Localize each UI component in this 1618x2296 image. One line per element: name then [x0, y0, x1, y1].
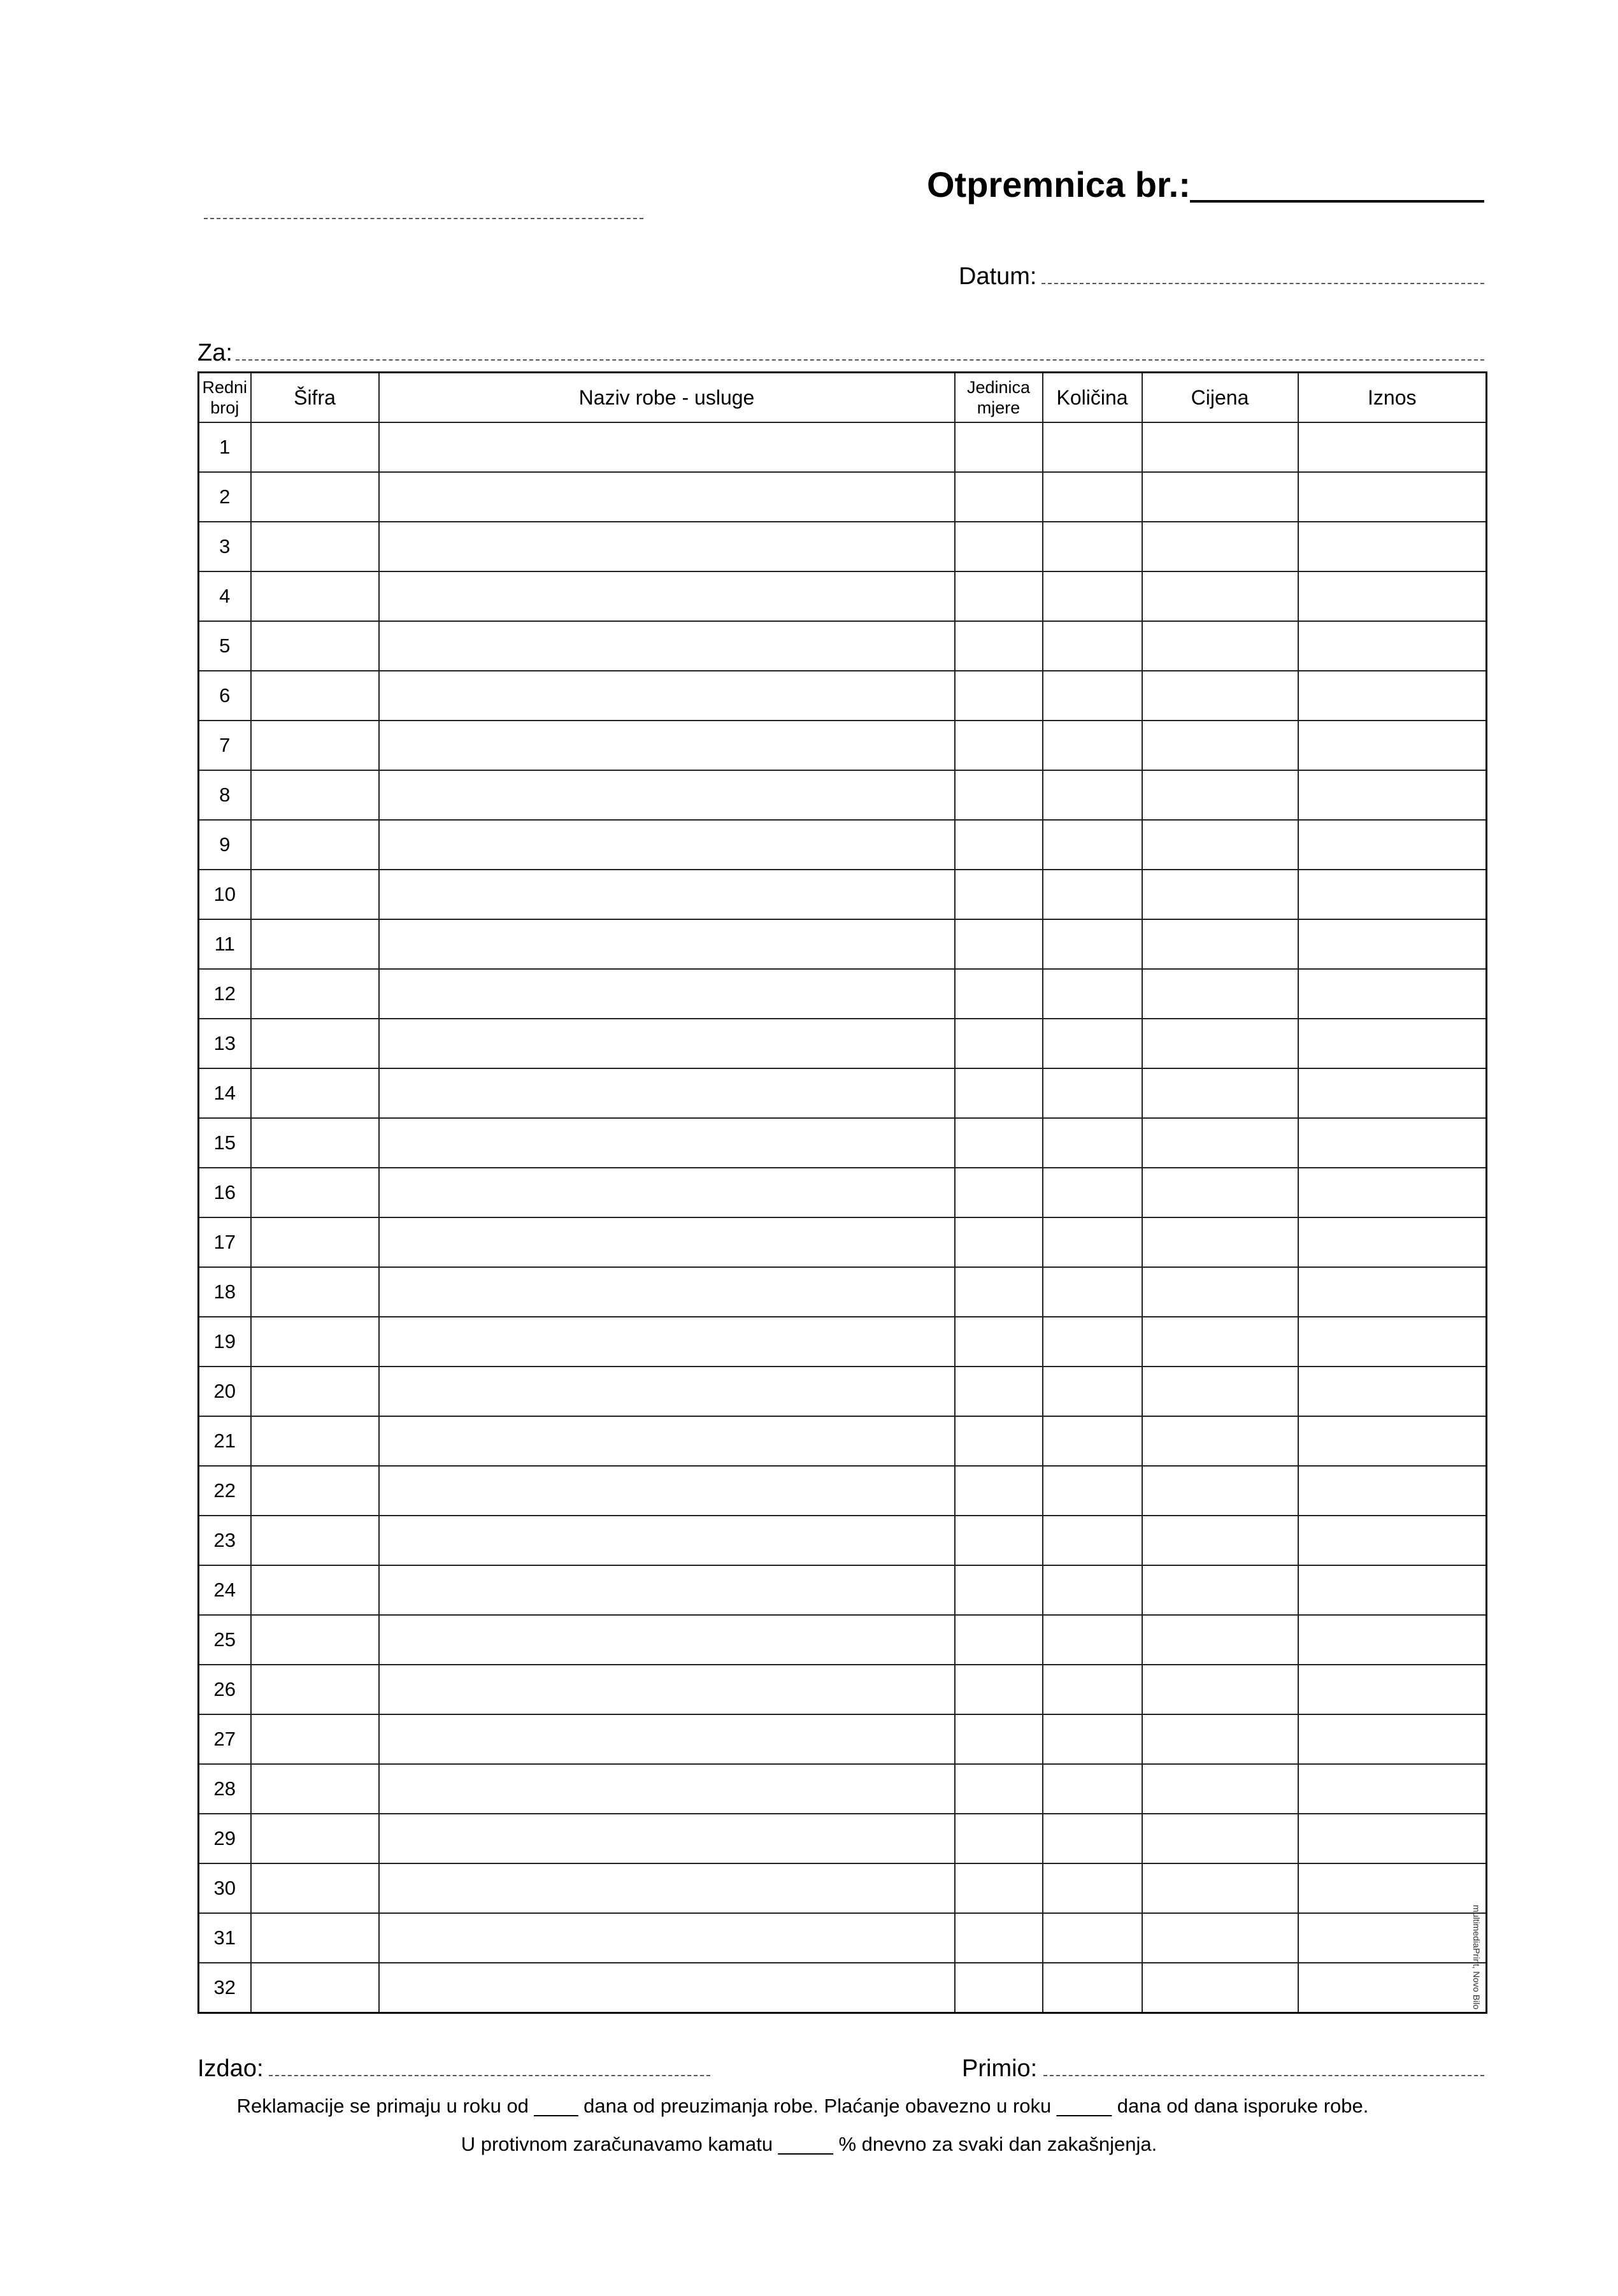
- table-row: [199, 1565, 1487, 1615]
- cell-jedinica-mjere[interactable]: [955, 1217, 1043, 1267]
- cell-jedinica-mjere[interactable]: [955, 1714, 1043, 1764]
- cell-iznos[interactable]: [1298, 1863, 1487, 1913]
- cell-naziv[interactable]: [379, 1714, 955, 1764]
- cell-kolicina[interactable]: [1043, 1615, 1142, 1665]
- received-label: Primio:: [962, 2055, 1038, 2082]
- cell-jedinica-mjere[interactable]: [955, 621, 1043, 671]
- cell-naziv[interactable]: [379, 1416, 955, 1466]
- cell-iznos[interactable]: [1298, 820, 1487, 870]
- cell-cijena[interactable]: [1142, 1118, 1298, 1168]
- cell-naziv[interactable]: [379, 1317, 955, 1367]
- table-row: [199, 522, 1487, 571]
- cell-iznos[interactable]: [1298, 1714, 1487, 1764]
- cell-naziv[interactable]: [379, 1267, 955, 1317]
- cell-sifra[interactable]: [251, 1913, 379, 1963]
- cell-jedinica-mjere[interactable]: [955, 919, 1043, 969]
- cell-cijena[interactable]: [1142, 472, 1298, 522]
- column-header-redni-line1: Redni: [202, 378, 248, 397]
- cell-jedinica-mjere[interactable]: [955, 422, 1043, 472]
- table-row: [199, 422, 1487, 472]
- cell-cijena[interactable]: [1142, 1019, 1298, 1068]
- cell-sifra[interactable]: [251, 1565, 379, 1615]
- cell-naziv[interactable]: [379, 1367, 955, 1416]
- cell-iznos[interactable]: [1298, 621, 1487, 671]
- table-header-row: [199, 373, 1487, 423]
- table-row: [199, 621, 1487, 671]
- cell-cijena[interactable]: [1142, 1714, 1298, 1764]
- row-number: 15: [199, 1118, 251, 1168]
- cell-naziv[interactable]: [379, 1963, 955, 2013]
- cell-iznos[interactable]: [1298, 1665, 1487, 1714]
- cell-cijena[interactable]: [1142, 820, 1298, 870]
- cell-kolicina[interactable]: [1043, 1565, 1142, 1615]
- cell-cijena[interactable]: [1142, 1068, 1298, 1118]
- row-number: 31: [199, 1913, 251, 1963]
- cell-sifra[interactable]: [251, 1118, 379, 1168]
- cell-jedinica-mjere[interactable]: [955, 1615, 1043, 1665]
- cell-iznos[interactable]: [1298, 1367, 1487, 1416]
- cell-cijena[interactable]: [1142, 1317, 1298, 1367]
- cell-cijena[interactable]: [1142, 1168, 1298, 1217]
- table-row: [199, 1019, 1487, 1068]
- cell-jedinica-mjere[interactable]: [955, 1367, 1043, 1416]
- cell-iznos[interactable]: [1298, 1615, 1487, 1665]
- cell-sifra[interactable]: [251, 1168, 379, 1217]
- cell-naziv[interactable]: [379, 1565, 955, 1615]
- cell-sifra[interactable]: [251, 721, 379, 770]
- cell-naziv[interactable]: [379, 522, 955, 571]
- cell-kolicina[interactable]: [1043, 522, 1142, 571]
- table-row: [199, 1118, 1487, 1168]
- cell-iznos[interactable]: [1298, 1267, 1487, 1317]
- cell-iznos[interactable]: [1298, 770, 1487, 820]
- cell-sifra[interactable]: [251, 969, 379, 1019]
- cell-sifra[interactable]: [251, 1963, 379, 2013]
- table-row: [199, 721, 1487, 770]
- cell-cijena[interactable]: [1142, 1217, 1298, 1267]
- cell-jedinica-mjere[interactable]: [955, 1665, 1043, 1714]
- column-header-sifra: Šifra: [251, 373, 379, 423]
- cell-naziv[interactable]: [379, 721, 955, 770]
- cell-naziv[interactable]: [379, 621, 955, 671]
- cell-jedinica-mjere[interactable]: [955, 820, 1043, 870]
- row-number: 3: [199, 522, 251, 571]
- cell-kolicina[interactable]: [1043, 1019, 1142, 1068]
- cell-iznos[interactable]: [1298, 1963, 1487, 2013]
- cell-jedinica-mjere[interactable]: [955, 770, 1043, 820]
- cell-naziv[interactable]: [379, 1466, 955, 1516]
- cell-naziv[interactable]: [379, 1863, 955, 1913]
- cell-sifra[interactable]: [251, 1615, 379, 1665]
- row-number: 30: [199, 1863, 251, 1913]
- document-title: Otpremnica br.:: [927, 164, 1191, 204]
- cell-kolicina[interactable]: [1043, 969, 1142, 1019]
- cell-kolicina[interactable]: [1043, 1367, 1142, 1416]
- cell-iznos[interactable]: [1298, 1416, 1487, 1466]
- table-row: [199, 1267, 1487, 1317]
- table-row: [199, 671, 1487, 721]
- table-row: [199, 1367, 1487, 1416]
- cell-naziv[interactable]: [379, 919, 955, 969]
- cell-jedinica-mjere[interactable]: [955, 969, 1043, 1019]
- row-number: 20: [199, 1367, 251, 1416]
- cell-sifra[interactable]: [251, 1714, 379, 1764]
- cell-sifra[interactable]: [251, 1466, 379, 1516]
- cell-iznos[interactable]: [1298, 1764, 1487, 1814]
- row-number: 8: [199, 770, 251, 820]
- cell-cijena[interactable]: [1142, 1367, 1298, 1416]
- cell-iznos[interactable]: [1298, 522, 1487, 571]
- row-number: 2: [199, 472, 251, 522]
- cell-iznos[interactable]: [1298, 571, 1487, 621]
- cell-iznos[interactable]: [1298, 1317, 1487, 1367]
- row-number: 24: [199, 1565, 251, 1615]
- cell-sifra[interactable]: [251, 522, 379, 571]
- table-row: [199, 919, 1487, 969]
- cell-jedinica-mjere[interactable]: [955, 1317, 1043, 1367]
- cell-sifra[interactable]: [251, 1267, 379, 1317]
- row-number: 11: [199, 919, 251, 969]
- table-row: [199, 1168, 1487, 1217]
- cell-kolicina[interactable]: [1043, 1714, 1142, 1764]
- table-row: [199, 820, 1487, 870]
- cell-kolicina[interactable]: [1043, 1068, 1142, 1118]
- table-row: [199, 1764, 1487, 1814]
- cell-cijena[interactable]: [1142, 1516, 1298, 1565]
- cell-cijena[interactable]: [1142, 1565, 1298, 1615]
- cell-naziv[interactable]: [379, 870, 955, 919]
- cell-jedinica-mjere[interactable]: [955, 1267, 1043, 1317]
- cell-naziv[interactable]: [379, 571, 955, 621]
- row-number: 7: [199, 721, 251, 770]
- cell-jedinica-mjere[interactable]: [955, 1814, 1043, 1863]
- cell-cijena[interactable]: [1142, 1416, 1298, 1466]
- cell-iznos[interactable]: [1298, 671, 1487, 721]
- cell-kolicina[interactable]: [1043, 1267, 1142, 1317]
- cell-jedinica-mjere[interactable]: [955, 1466, 1043, 1516]
- cell-kolicina[interactable]: [1043, 1963, 1142, 2013]
- row-number: 25: [199, 1615, 251, 1665]
- cell-jedinica-mjere[interactable]: [955, 522, 1043, 571]
- row-number: 10: [199, 870, 251, 919]
- table-row: [199, 1963, 1487, 2013]
- table-row: [199, 1317, 1487, 1367]
- row-number: 1: [199, 422, 251, 472]
- cell-kolicina[interactable]: [1043, 621, 1142, 671]
- sender-line[interactable]: [204, 218, 643, 219]
- table-row: [199, 770, 1487, 820]
- cell-cijena[interactable]: [1142, 969, 1298, 1019]
- table-row: [199, 1416, 1487, 1466]
- issued-signature-line[interactable]: [269, 2075, 710, 2076]
- row-number: 4: [199, 571, 251, 621]
- cell-sifra[interactable]: [251, 1019, 379, 1068]
- table-row: [199, 1217, 1487, 1267]
- row-number: 14: [199, 1068, 251, 1118]
- column-header-redni-broj: [199, 373, 251, 423]
- cell-jedinica-mjere[interactable]: [955, 472, 1043, 522]
- cell-iznos[interactable]: [1298, 969, 1487, 1019]
- cell-sifra[interactable]: [251, 472, 379, 522]
- cell-iznos[interactable]: [1298, 721, 1487, 770]
- cell-jedinica-mjere[interactable]: [955, 1019, 1043, 1068]
- cell-iznos[interactable]: [1298, 1565, 1487, 1615]
- printer-note: multimediaPrint, Novo Bilo: [1471, 1905, 1482, 2010]
- column-header-cijena: Cijena: [1142, 373, 1298, 423]
- date-line[interactable]: [1042, 283, 1484, 284]
- cell-cijena[interactable]: [1142, 1863, 1298, 1913]
- cell-jedinica-mjere[interactable]: [955, 1913, 1043, 1963]
- cell-jedinica-mjere[interactable]: [955, 1963, 1043, 2013]
- cell-cijena[interactable]: [1142, 621, 1298, 671]
- document-number-line[interactable]: [1190, 200, 1484, 203]
- cell-naziv[interactable]: [379, 1217, 955, 1267]
- row-number: 27: [199, 1714, 251, 1764]
- table-row: [199, 969, 1487, 1019]
- cell-sifra[interactable]: [251, 571, 379, 621]
- cell-naziv[interactable]: [379, 770, 955, 820]
- cell-kolicina[interactable]: [1043, 1317, 1142, 1367]
- table-row: [199, 1863, 1487, 1913]
- cell-iznos[interactable]: [1298, 472, 1487, 522]
- cell-naziv[interactable]: [379, 1665, 955, 1714]
- table-row: [199, 1466, 1487, 1516]
- cell-kolicina[interactable]: [1043, 1416, 1142, 1466]
- cell-kolicina[interactable]: [1043, 571, 1142, 621]
- cell-iznos[interactable]: [1298, 1516, 1487, 1565]
- cell-cijena[interactable]: [1142, 1963, 1298, 2013]
- column-header-jedinica-line1: Jedinica: [966, 378, 1031, 397]
- row-number: 19: [199, 1317, 251, 1367]
- table-row: [199, 1615, 1487, 1665]
- cell-cijena[interactable]: [1142, 1615, 1298, 1665]
- cell-cijena[interactable]: [1142, 870, 1298, 919]
- cell-iznos[interactable]: [1298, 919, 1487, 969]
- row-number: 23: [199, 1516, 251, 1565]
- cell-naziv[interactable]: [379, 671, 955, 721]
- cell-iznos[interactable]: [1298, 1466, 1487, 1516]
- complaint-note: Reklamacije se primaju u roku od ____ dana od preuzimanja robe. Plaćanje obavezno u roku _____ dana od dana isporuke robe.: [236, 2095, 1369, 2117]
- row-number: 26: [199, 1665, 251, 1714]
- cell-iznos[interactable]: [1298, 1019, 1487, 1068]
- column-header-redni-line2: broj: [210, 398, 240, 417]
- cell-cijena[interactable]: [1142, 1913, 1298, 1963]
- cell-sifra[interactable]: [251, 870, 379, 919]
- cell-jedinica-mjere[interactable]: [955, 1168, 1043, 1217]
- cell-kolicina[interactable]: [1043, 820, 1142, 870]
- cell-cijena[interactable]: [1142, 1764, 1298, 1814]
- cell-sifra[interactable]: [251, 1516, 379, 1565]
- cell-jedinica-mjere[interactable]: [955, 1764, 1043, 1814]
- cell-naziv[interactable]: [379, 820, 955, 870]
- cell-sifra[interactable]: [251, 1317, 379, 1367]
- cell-kolicina[interactable]: [1043, 1118, 1142, 1168]
- cell-sifra[interactable]: [251, 1367, 379, 1416]
- cell-sifra[interactable]: [251, 820, 379, 870]
- table-row: [199, 571, 1487, 621]
- table-row: [199, 1068, 1487, 1118]
- items-table: [197, 371, 1487, 2014]
- row-number: 17: [199, 1217, 251, 1267]
- row-number: 21: [199, 1416, 251, 1466]
- cell-kolicina[interactable]: [1043, 1516, 1142, 1565]
- cell-sifra[interactable]: [251, 1068, 379, 1118]
- table-row: [199, 870, 1487, 919]
- cell-cijena[interactable]: [1142, 721, 1298, 770]
- cell-sifra[interactable]: [251, 1665, 379, 1714]
- cell-iznos[interactable]: [1298, 422, 1487, 472]
- cell-naziv[interactable]: [379, 1068, 955, 1118]
- cell-cijena[interactable]: [1142, 1665, 1298, 1714]
- row-number: 18: [199, 1267, 251, 1317]
- cell-jedinica-mjere[interactable]: [955, 870, 1043, 919]
- cell-sifra[interactable]: [251, 1863, 379, 1913]
- issued-label: Izdao:: [197, 2055, 264, 2082]
- cell-kolicina[interactable]: [1043, 472, 1142, 522]
- cell-jedinica-mjere[interactable]: [955, 1416, 1043, 1466]
- cell-cijena[interactable]: [1142, 671, 1298, 721]
- recipient-line[interactable]: [236, 359, 1484, 361]
- cell-cijena[interactable]: [1142, 1267, 1298, 1317]
- row-number: 6: [199, 671, 251, 721]
- cell-kolicina[interactable]: [1043, 1217, 1142, 1267]
- cell-cijena[interactable]: [1142, 919, 1298, 969]
- cell-kolicina[interactable]: [1043, 1466, 1142, 1516]
- cell-sifra[interactable]: [251, 422, 379, 472]
- row-number: 16: [199, 1168, 251, 1217]
- cell-naziv[interactable]: [379, 1913, 955, 1963]
- cell-naziv[interactable]: [379, 1118, 955, 1168]
- cell-iznos[interactable]: [1298, 1168, 1487, 1217]
- cell-naziv[interactable]: [379, 1814, 955, 1863]
- row-number: 5: [199, 621, 251, 671]
- interest-note: U protivnom zaračunavamo kamatu _____ % dnevno za svaki dan zakašnjenja.: [461, 2133, 1157, 2155]
- cell-naziv[interactable]: [379, 1764, 955, 1814]
- date-label: Datum:: [959, 263, 1037, 290]
- cell-iznos[interactable]: [1298, 1068, 1487, 1118]
- column-header-naziv: Naziv robe - usluge: [379, 373, 955, 423]
- cell-kolicina[interactable]: [1043, 870, 1142, 919]
- row-number: 28: [199, 1764, 251, 1814]
- cell-jedinica-mjere[interactable]: [955, 571, 1043, 621]
- recipient-label: Za:: [197, 340, 233, 366]
- cell-cijena[interactable]: [1142, 522, 1298, 571]
- cell-naziv[interactable]: [379, 422, 955, 472]
- cell-jedinica-mjere[interactable]: [955, 1565, 1043, 1615]
- column-header-jedinica-line2: mjere: [977, 398, 1020, 417]
- cell-sifra[interactable]: [251, 1814, 379, 1863]
- cell-cijena[interactable]: [1142, 770, 1298, 820]
- column-header-iznos: Iznos: [1298, 373, 1487, 423]
- row-number: 13: [199, 1019, 251, 1068]
- cell-jedinica-mjere[interactable]: [955, 721, 1043, 770]
- cell-sifra[interactable]: [251, 1764, 379, 1814]
- cell-iznos[interactable]: [1298, 1118, 1487, 1168]
- cell-naziv[interactable]: [379, 969, 955, 1019]
- cell-kolicina[interactable]: [1043, 1665, 1142, 1714]
- cell-kolicina[interactable]: [1043, 1764, 1142, 1814]
- cell-kolicina[interactable]: [1043, 1168, 1142, 1217]
- cell-naziv[interactable]: [379, 472, 955, 522]
- cell-jedinica-mjere[interactable]: [955, 1516, 1043, 1565]
- cell-naziv[interactable]: [379, 1019, 955, 1068]
- cell-naziv[interactable]: [379, 1615, 955, 1665]
- cell-kolicina[interactable]: [1043, 919, 1142, 969]
- row-number: 22: [199, 1466, 251, 1516]
- cell-kolicina[interactable]: [1043, 1913, 1142, 1963]
- column-header-jedinica-mjere: [955, 373, 1043, 423]
- table-row: [199, 1814, 1487, 1863]
- cell-kolicina[interactable]: [1043, 721, 1142, 770]
- received-signature-line[interactable]: [1043, 2075, 1484, 2076]
- cell-sifra[interactable]: [251, 770, 379, 820]
- row-number: 32: [199, 1963, 251, 2013]
- cell-jedinica-mjere[interactable]: [955, 1068, 1043, 1118]
- row-number: 29: [199, 1814, 251, 1863]
- cell-iznos[interactable]: [1298, 1217, 1487, 1267]
- cell-iznos[interactable]: [1298, 1913, 1487, 1963]
- column-header-kolicina: Količina: [1043, 373, 1142, 423]
- cell-kolicina[interactable]: [1043, 1863, 1142, 1913]
- cell-sifra[interactable]: [251, 621, 379, 671]
- cell-sifra[interactable]: [251, 671, 379, 721]
- row-number: 9: [199, 820, 251, 870]
- cell-sifra[interactable]: [251, 919, 379, 969]
- cell-sifra[interactable]: [251, 1416, 379, 1466]
- table-row: [199, 1665, 1487, 1714]
- table-row: [199, 472, 1487, 522]
- cell-naziv[interactable]: [379, 1168, 955, 1217]
- cell-jedinica-mjere[interactable]: [955, 671, 1043, 721]
- cell-jedinica-mjere[interactable]: [955, 1863, 1043, 1913]
- cell-kolicina[interactable]: [1043, 422, 1142, 472]
- cell-kolicina[interactable]: [1043, 671, 1142, 721]
- cell-cijena[interactable]: [1142, 1466, 1298, 1516]
- cell-jedinica-mjere[interactable]: [955, 1118, 1043, 1168]
- cell-cijena[interactable]: [1142, 422, 1298, 472]
- cell-naziv[interactable]: [379, 1516, 955, 1565]
- cell-kolicina[interactable]: [1043, 770, 1142, 820]
- row-number: 12: [199, 969, 251, 1019]
- cell-cijena[interactable]: [1142, 571, 1298, 621]
- cell-sifra[interactable]: [251, 1217, 379, 1267]
- table-row: [199, 1516, 1487, 1565]
- cell-iznos[interactable]: [1298, 870, 1487, 919]
- cell-kolicina[interactable]: [1043, 1814, 1142, 1863]
- table-row: [199, 1714, 1487, 1764]
- cell-cijena[interactable]: [1142, 1814, 1298, 1863]
- table-row: [199, 1913, 1487, 1963]
- cell-iznos[interactable]: [1298, 1814, 1487, 1863]
